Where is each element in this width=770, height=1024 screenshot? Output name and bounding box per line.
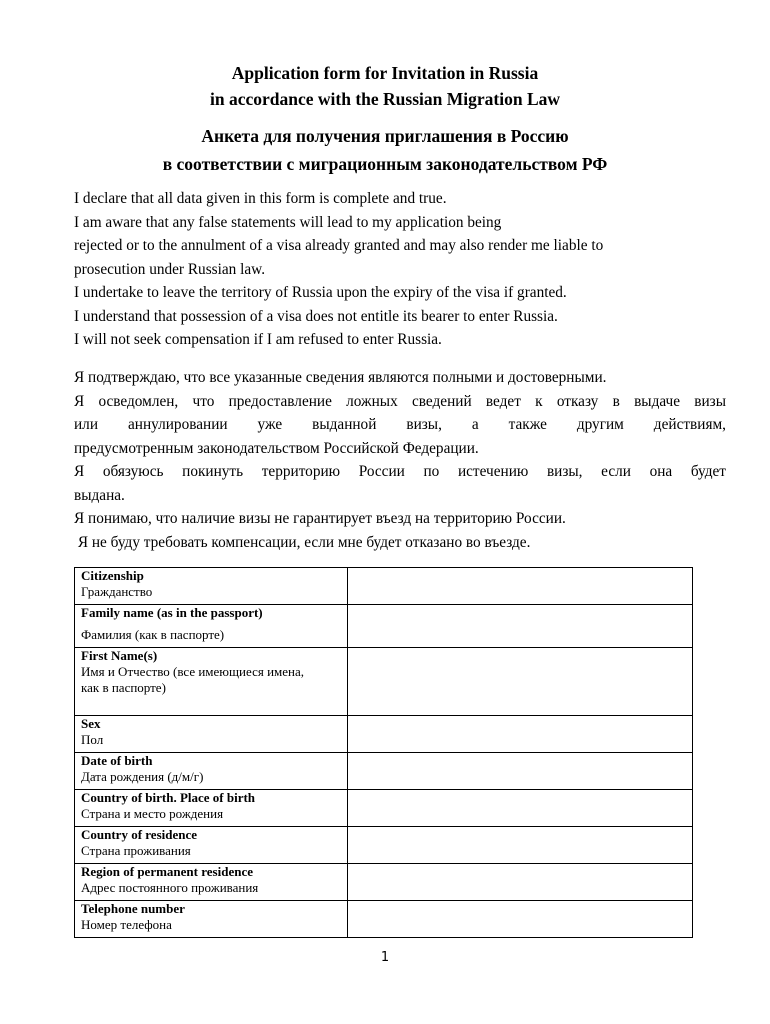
form-row-country-of-birth — [75, 790, 693, 827]
field-label-ru: Гражданство — [81, 584, 153, 599]
date-of-birth-field[interactable] — [347, 753, 692, 790]
country-of-residence-field[interactable] — [347, 827, 692, 864]
field-label-en: Telephone number — [81, 901, 185, 916]
declaration-en-line: I declare that all data given in this form is complete and true. — [74, 190, 447, 207]
declaration-en-line: I am aware that any false statements will lead to my application being — [74, 213, 502, 231]
form-label-cell — [75, 648, 348, 716]
family-name-field[interactable] — [347, 605, 692, 648]
form-row-date-of-birth — [75, 753, 693, 790]
title-en-line: in accordance with the Russian Migration Law — [210, 89, 560, 109]
title-english — [0, 60, 770, 112]
field-label-en: Citizenship — [81, 568, 144, 583]
form-label-cell — [75, 753, 348, 790]
declaration-ru-line: Я обязуюсь покинуть территорию России по истечению визы, если она будет — [74, 463, 726, 480]
field-label-en: First Name(s) — [81, 648, 158, 663]
title-ru-line: Анкета для получения приглашения в Россию — [201, 126, 569, 146]
declaration-ru-line: Я подтверждаю, что все указанные сведения являются полными и достоверными. — [74, 369, 607, 386]
declaration-en-line: I undertake to leave the territory of Russia upon the expiry of the visa if granted. — [74, 284, 567, 301]
declaration-en-line: I understand that possession of a visa does not entitle its bearer to enter Russia. — [74, 307, 558, 325]
form-label-cell — [75, 827, 348, 864]
form-row-family-name — [75, 605, 693, 648]
field-label-en: Family name (as in the passport) — [81, 605, 263, 620]
first-name-field[interactable] — [347, 648, 692, 716]
field-label-en: Sex — [81, 716, 101, 731]
form-row-country-of-residence — [75, 827, 693, 864]
application-form-table — [74, 567, 693, 938]
title-russian — [0, 122, 770, 178]
form-label-cell — [75, 568, 348, 605]
field-label-en: Country of birth. Place of birth — [81, 790, 256, 805]
field-label-ru: Дата рождения (д/м/г) — [81, 769, 204, 784]
country-of-birth-field[interactable] — [347, 790, 692, 827]
form-label-cell — [75, 790, 348, 827]
form-label-cell — [75, 864, 348, 901]
sex-field[interactable] — [347, 716, 692, 753]
permanent-residence-field[interactable] — [347, 864, 692, 901]
declaration-en-line: prosecution under Russian law. — [74, 260, 266, 278]
form-row-citizenship — [75, 568, 693, 605]
field-label-ru: Пол — [81, 732, 104, 747]
declaration-en-line: I will not seek compensation if I am refused to enter Russia. — [74, 331, 442, 348]
field-label-ru: Адрес постоянного проживания — [81, 880, 259, 895]
form-row-telephone — [75, 901, 693, 938]
page-number: 1 — [380, 950, 390, 965]
declaration-russian — [74, 366, 726, 554]
field-label-ru: Страна и место рождения — [81, 806, 224, 821]
field-label-en: Date of birth — [81, 753, 153, 768]
declaration-ru-line: Я не буду требовать компенсации, если мне будет отказано во въезде. — [74, 533, 531, 551]
field-label-ru: Фамилия (как в паспорте) — [81, 627, 225, 642]
field-label-en: Region of permanent residence — [81, 864, 253, 879]
field-label-ru: Номер телефона — [81, 917, 172, 932]
declaration-en-line: rejected or to the annulment of a visa already granted and may also render me liable to — [74, 237, 604, 254]
field-label-en: Country of residence — [81, 827, 198, 842]
form-label-cell — [75, 716, 348, 753]
form-label-cell — [75, 605, 348, 648]
telephone-field[interactable] — [347, 901, 692, 938]
form-label-cell — [75, 901, 348, 938]
title-en-line: Application form for Invitation in Russia — [231, 63, 539, 83]
declaration-ru-line: Я осведомлен, что предоставление ложных сведений ведет к отказу в выдаче визы — [74, 392, 726, 410]
citizenship-field[interactable] — [347, 568, 692, 605]
declaration-ru-line: предусмотренным законодательством Российской Федерации. — [74, 439, 479, 457]
declaration-ru-line: или аннулировании уже выданной визы, а также другим действиям, — [74, 416, 726, 433]
form-row-sex — [75, 716, 693, 753]
title-ru-line: в соответствии с миграционным законодательством РФ — [162, 154, 608, 174]
declaration-ru-line: Я понимаю, что наличие визы не гарантирует въезд на территорию России. — [74, 510, 566, 527]
form-row-first-name — [75, 648, 693, 716]
field-label-ru: Страна проживания — [81, 843, 191, 858]
declaration-english — [74, 187, 726, 352]
field-label-ru: Имя и Отчество (все имеющиеся имена, как в паспорте) — [81, 664, 304, 695]
declaration-ru-line: выдана. — [74, 486, 125, 504]
form-row-permanent-residence — [75, 864, 693, 901]
